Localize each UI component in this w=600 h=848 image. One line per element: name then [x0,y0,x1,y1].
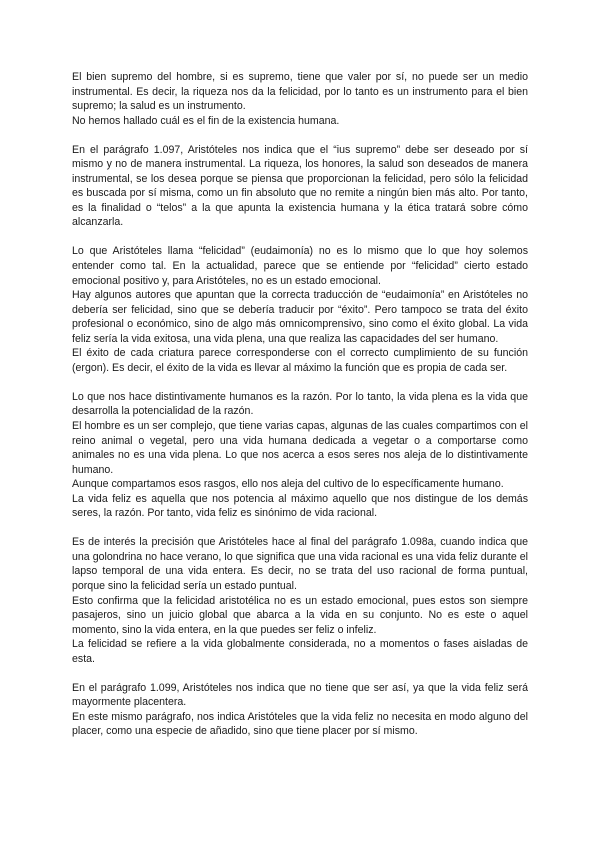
text-line: El hombre es un ser complejo, que tiene varias capas, algunas de las cuales compartimos con el reino animal o vegetal, pero una vida humana dedicada a vegetar o a comportarse como animales no es una vida plena. Lo que nos acerca a esos seres nos aleja de lo distintivamente humano. [72,419,528,476]
text-line: Hay algunos autores que apuntan que la correcta traducción de “eudaimonía” en Aristóteles no debería ser felicidad, sino que se debería traducir por “éxito”. Pero tampoco se trata del éxito profesional o económico, sino de algo más omnicomprensivo, sino como el éxito global. La vida feliz sería la vida exitosa, una vida plena, una que realiza las capacidades del ser humano. [72,289,528,345]
text-line: En el parágrafo 1.099, Aristóteles nos indica que no tiene que ser así, ya que la vida feliz será mayormente placentera. [72,681,528,709]
text-line: Lo que nos hace distintivamente humanos es la razón. Por lo tanto, la vida plena es la vida que desarrolla la potencialidad de la razón. [72,390,528,418]
text-line: No hemos hallado cuál es el fin de la existencia humana. [72,114,340,127]
paragraph-reason [72,390,528,521]
text-line: El éxito de cada criatura parece corresponderse con el correcto cumplimiento de su función (ergon). Es decir, el éxito de la vida es llevar al máximo la función que es propia de cada ser. [72,347,528,374]
paragraph-placer [72,681,528,739]
text-line: La felicidad se refiere a la vida globalmente considerada, no a momentos o fases aisladas de esta. [72,638,528,665]
paragraph-ius-supremo [72,143,528,230]
paragraph-golondrina [72,535,528,666]
text-line: En el parágrafo 1.097, Aristóteles nos indica que el “ius supremo” debe ser deseado por sí mismo y no de manera instrumental. La riqueza, los honores, la salud son deseados de manera instrumental, se los desea porque se piensa que proporcionan la felicidad, pero sólo la felicidad es buscada por sí misma, como un fin absoluto que no remite a ningún bien más alto. Por tanto, es la finalidad o “telos” a la que apunta la existencia humana y la ética tratará sobre cómo alcanzarla. [72,143,528,229]
document-page [72,70,528,753]
paragraph-eudaimonia [72,244,528,375]
text-line: Es de interés la precisión que Aristóteles hace al final del parágrafo 1.098a, cuando indica que una golondrina no hace verano, lo que significa que una vida racional es una vida feliz durante el lapso temporal de una vida entera. Es decir, no se trata del uso racional de forma puntual, porque sino la felicidad sería un estado puntual. [72,536,528,592]
text-line: Esto confirma que la felicidad aristotélica no es un estado emocional, pues estos son siempre pasajeros, sino un juicio global que abarca a la vida en su conjunto. No es este o aquel momento, sino la vida entera, en la que puedes ser feliz o infeliz. [72,594,528,636]
paragraph-supreme-good [72,70,528,128]
text-line: Aunque compartamos esos rasgos, ello nos aleja del cultivo de lo específicamente humano. [72,478,504,491]
text-line: El bien supremo del hombre, si es supremo, tiene que valer por sí, no puede ser un medio instrumental. Es decir, la riqueza nos da la felicidad, por lo tanto es un instrumento para el bien supremo; la salud es un instrumento. [72,71,528,113]
text-line: Lo que Aristóteles llama “felicidad” (eudaimonía) no es lo mismo que lo que hoy solemos entender como tal. En la actualidad, parece que se entiende por “felicidad” cierto estado emocional positivo y, para Aristóteles, no es un estado emocional. [72,245,528,287]
text-line: La vida feliz es aquella que nos potencia al máximo aquello que nos distingue de los demás seres, la razón. Por tanto, vida feliz es sinónimo de vida racional. [72,492,528,520]
text-line: En este mismo parágrafo, nos indica Aristóteles que la vida feliz no necesita en modo alguno del placer, como una especie de añadido, sino que tiene placer por sí mismo. [72,710,528,738]
